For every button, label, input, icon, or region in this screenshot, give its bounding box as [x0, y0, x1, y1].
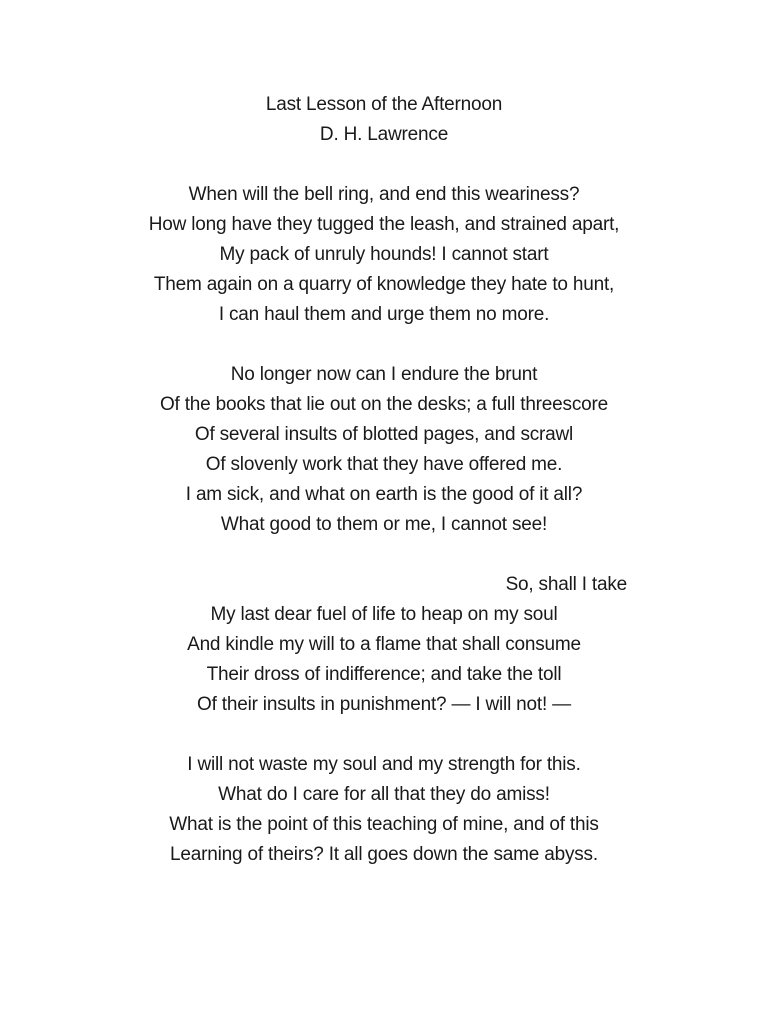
poem-line: Of slovenly work that they have offered me.: [205, 454, 563, 475]
poem-line-indented: So, shall I take: [505, 574, 627, 595]
poem-line: My pack of unruly hounds! I cannot start: [219, 244, 549, 265]
stanza-gap: [0, 150, 768, 180]
poem-line: And kindle my will to a flame that shall consume: [187, 634, 581, 655]
poem-line: Their dross of indifference; and take the toll: [206, 664, 562, 685]
stanza-gap: [0, 540, 768, 570]
poem-line: I am sick, and what on earth is the good of it all?: [185, 484, 583, 505]
poem-line: Learning of theirs? It all goes down the same abyss.: [170, 844, 598, 865]
poem: [0, 90, 768, 870]
stanza-4: [0, 750, 768, 870]
poem-line: What is the point of this teaching of mine, and of this: [169, 814, 599, 835]
poem-line: Of several insults of blotted pages, and scrawl: [194, 424, 574, 445]
poem-line: What do I care for all that they do amiss!: [218, 784, 550, 805]
stanza-gap: [0, 720, 768, 750]
stanza-3: [0, 570, 768, 720]
poem-line: When will the bell ring, and end this weariness?: [188, 184, 580, 205]
poem-line: No longer now can I endure the brunt: [230, 364, 538, 385]
stanza-1: [0, 180, 768, 330]
stanza-2: [0, 360, 768, 540]
poem-title: Last Lesson of the Afternoon: [265, 94, 503, 115]
poem-line: How long have they tugged the leash, and strained apart,: [148, 214, 620, 235]
poem-line: I can haul them and urge them no more.: [218, 304, 550, 325]
poem-line: Them again on a quarry of knowledge they hate to hunt,: [153, 274, 615, 295]
poem-line: I will not waste my soul and my strength for this.: [187, 754, 581, 775]
poem-author: D. H. Lawrence: [319, 124, 449, 145]
poem-line: Of the books that lie out on the desks; a full threescore: [159, 394, 609, 415]
poem-line: What good to them or me, I cannot see!: [220, 514, 548, 535]
poem-line: My last dear fuel of life to heap on my soul: [210, 604, 558, 625]
stanza-gap: [0, 330, 768, 360]
poem-line: Of their insults in punishment? — I will not! —: [197, 694, 571, 715]
